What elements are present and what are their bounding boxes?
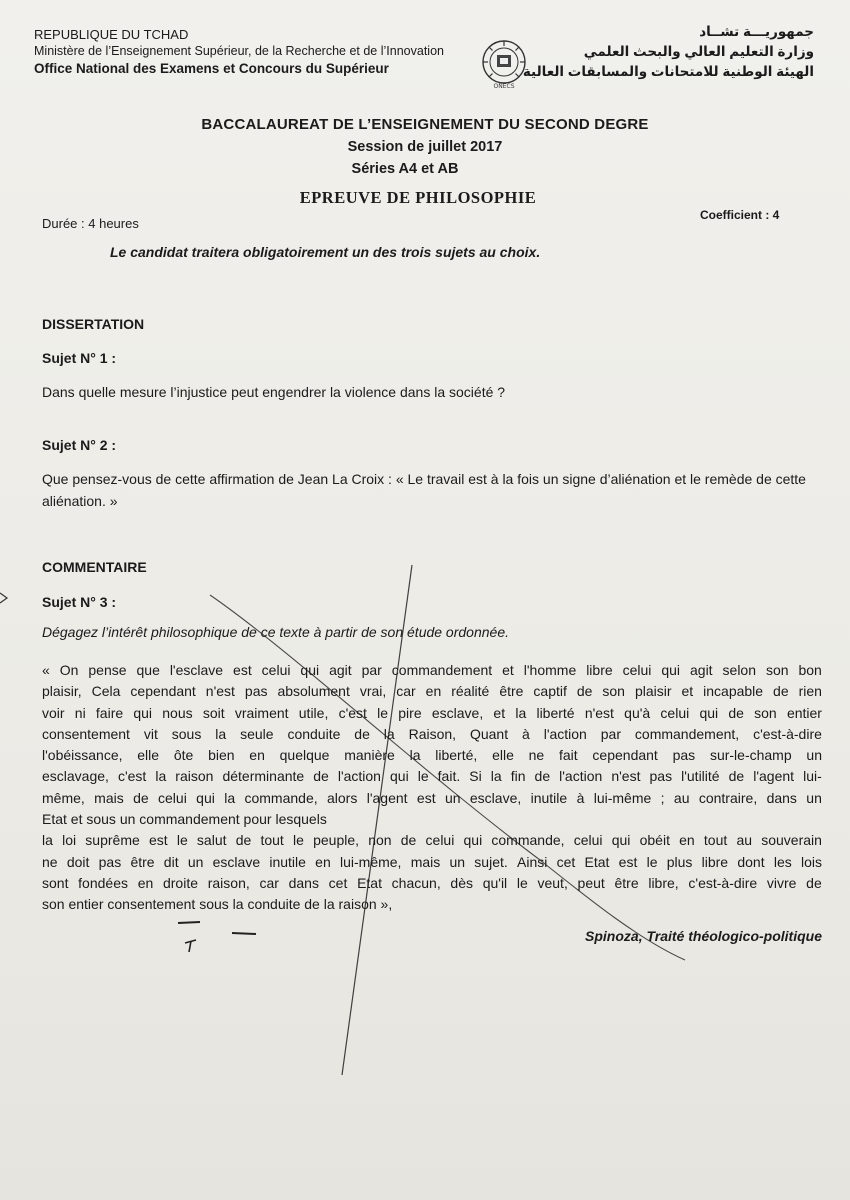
- duration: Durée : 4 heures: [42, 216, 139, 231]
- text-line: la loi suprême est le salut de tout le peuple, non de celui qui commande, celui qui obéit en tout au souverain: [42, 832, 822, 849]
- text-line: sont fondées en droite raison, car dans cet Etat chacun, dès qu'il le veut, peut être libre, c'est-à-dire vivre de: [42, 874, 822, 891]
- text-line: ne doit pas être dit un esclave inutile en lui-même, mais un sujet. Ainsi cet Etat est le plus libre dont les lois: [42, 853, 822, 870]
- text-line: esclavage, c'est la raison déterminante de l'action qui le fait. Si la fin de l'action n'est pas l'utilité de l'agent lui-: [42, 768, 822, 785]
- text-author: Spinoza, Traité théologico-politique: [585, 928, 822, 944]
- sujet-2-label: Sujet N° 2 :: [42, 437, 117, 453]
- sujet-3-instruction: Dégagez l’intérêt philosophique de ce texte à partir de son étude ordonnée.: [42, 624, 509, 640]
- subject-title: EPREUVE DE PHILOSOPHIE: [299, 188, 537, 207]
- text-line: « On pense que l'esclave est celui qui agit par commandement et l'homme libre celui qui agit selon son bon: [42, 662, 822, 678]
- header-right: [523, 22, 814, 82]
- dissertation-heading: DISSERTATION: [42, 316, 145, 332]
- spinoza-text: [42, 660, 822, 916]
- office-name: Office National des Examens et Concours du Supérieur: [34, 61, 389, 76]
- text-line: l'obéissance, elle ôte bien en quelque manière la liberté, elle ne fait cependant pas sur-le-champ un: [42, 747, 822, 764]
- office-name-arabic: الهيئة الوطنية للامتحانات والمسابقات العالية: [522, 64, 814, 79]
- sujet-1-question: Dans quelle mesure l’injustice peut engendrer la violence dans la société ?: [42, 384, 506, 400]
- coefficient: Coefficient : 4: [700, 208, 780, 222]
- series: Séries A4 et AB: [351, 161, 459, 177]
- exam-title: BACCALAUREAT DE L’ENSEIGNEMENT DU SECOND DEGRE: [201, 116, 649, 133]
- country-name: REPUBLIQUE DU TCHAD: [34, 27, 189, 42]
- ministry-name: Ministère de l’Enseignement Supérieur, de la Recherche et de l’Innovation: [34, 44, 444, 58]
- text-line: voir ni faire qui nous soit vraiment utile, c'est le pire esclave, et la liberté n'est qu'à celui qui de son entier: [42, 704, 822, 721]
- text-line: consentement vit sous la seule conduite de la Raison, Quant à l'action par commandement, c'est-à-dire: [42, 725, 822, 742]
- sujet-3-label: Sujet N° 3 :: [42, 594, 117, 610]
- sujet-1-label: Sujet N° 1 :: [42, 350, 117, 366]
- instruction: Le candidat traitera obligatoirement un des trois sujets au choix.: [110, 244, 541, 260]
- text-line: plaisir, Cela cependant n'est pas absolument vrai, car en réalité être captif de son plaisir et incapable de rien: [42, 683, 822, 700]
- text-line: son entier consentement sous la conduite de la raison »,: [42, 896, 393, 913]
- emblem-label: ONECS: [493, 83, 515, 90]
- text-line: Etat et sous un commandement pour lesquels: [42, 811, 327, 828]
- commentaire-heading: COMMENTAIRE: [42, 559, 147, 575]
- country-name-arabic: جمهوريـــة تشــاد: [699, 24, 814, 39]
- sujet-2-question: Que pensez-vous de cette affirmation de Jean La Croix : « Le travail est à la fois un signe d’aliénation et le remède de cette aliénation. »: [42, 471, 806, 509]
- header-left: [34, 26, 444, 77]
- text-line: même, mais de celui qui la commande, alors l'agent est un esclave, inutile à lui-même ; au contraire, dans un: [42, 789, 822, 806]
- session: Session de juillet 2017: [347, 139, 503, 155]
- ministry-name-arabic: وزارة التعليم العالي والبحث العلمي: [583, 44, 814, 59]
